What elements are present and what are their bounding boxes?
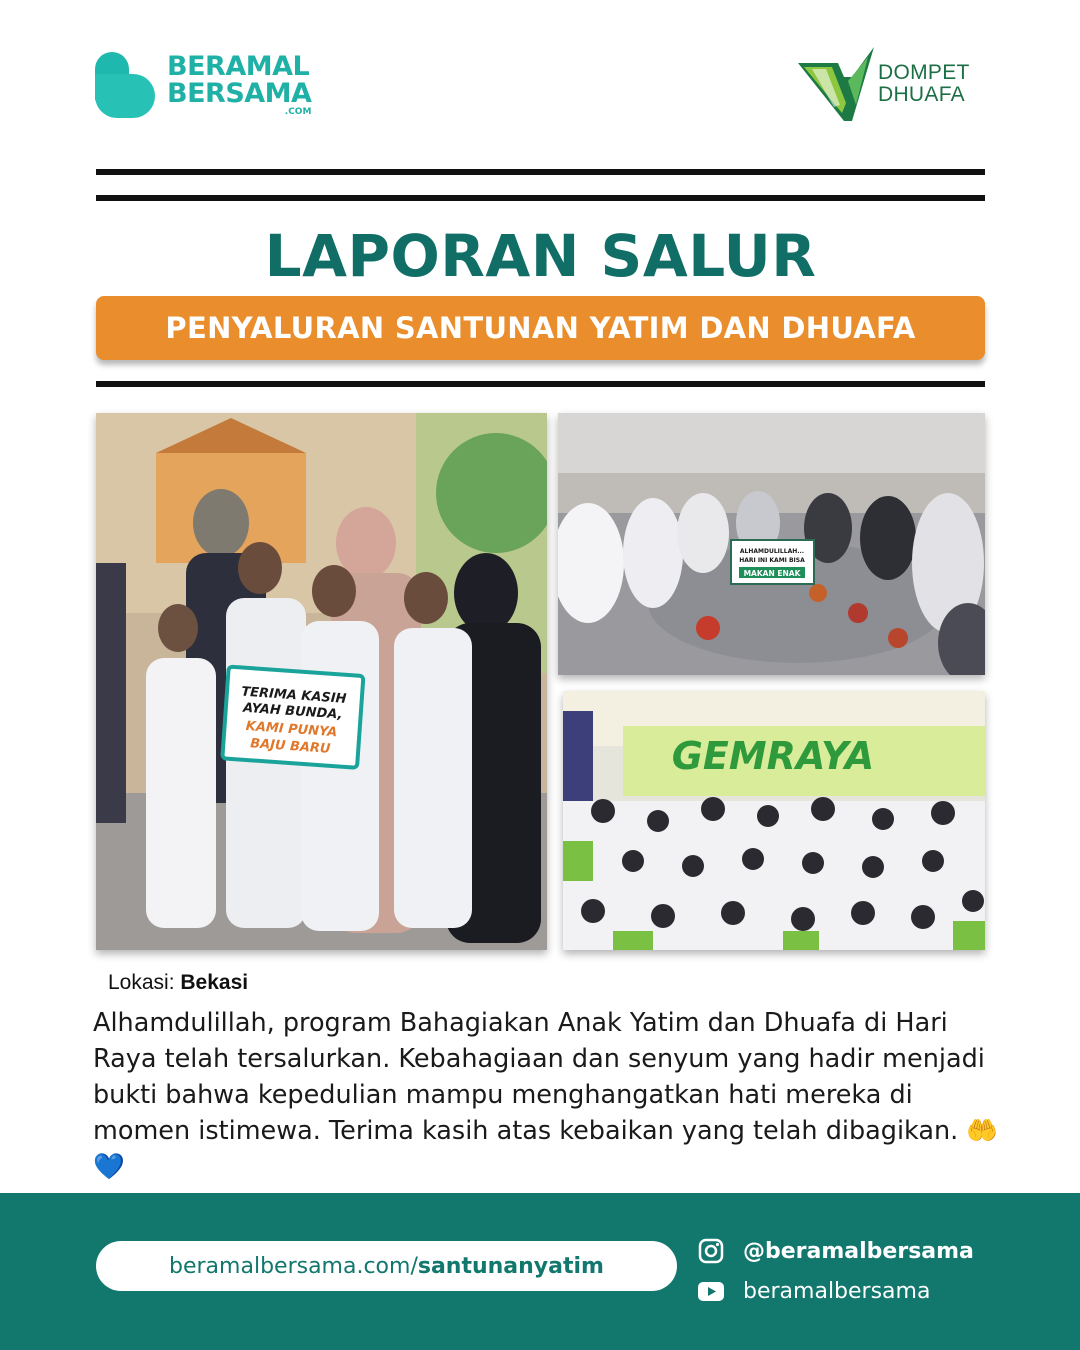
instagram-handle[interactable] <box>697 1237 974 1265</box>
url-prefix: beramalbersama.com/ <box>169 1253 418 1279</box>
location-value: Bekasi <box>180 971 249 994</box>
divider-top-2 <box>96 195 985 201</box>
subtitle-text: PENYALURAN SANTUNAN YATIM DAN DHUAFA <box>165 311 916 345</box>
location-label: Lokasi: <box>108 971 175 994</box>
top-sign-line-1: ALHAMDULILLAH... <box>739 548 805 555</box>
top-sign-line-3: MAKAN ENAK <box>743 569 801 578</box>
divider-top-1 <box>96 169 985 175</box>
report-description: Alhamdulillah, program Bahagiakan Anak Yatim dan Dhuafa di Hari Raya telah tersalurkan. Kebahagiaan dan senyum yang hadir menjadi bukti bahwa kepedulian mampu menghangatkan hati mereka di momen istimewa. Terima kasih atas kebaikan yang telah dibagikan. 🤲💙 <box>93 1008 999 1182</box>
brand-line-2: BERSAMA <box>167 78 312 109</box>
left-sign-line-2: AYAH BUNDA, <box>242 700 343 723</box>
gemraya-banner-text: GEMRAYA <box>671 734 875 778</box>
photo-gemraya-group <box>563 691 985 950</box>
youtube-icon <box>697 1277 725 1305</box>
instagram-icon <box>697 1237 725 1265</box>
location <box>108 971 248 995</box>
divider-bottom <box>96 381 985 387</box>
left-sign-line-1: TERIMA KASIH <box>240 684 347 707</box>
youtube-text: beramalbersama <box>743 1278 931 1304</box>
dompet-dhuafa-logo <box>798 46 998 122</box>
page-title: LAPORAN SALUR <box>264 222 817 290</box>
donation-url-link[interactable] <box>96 1241 677 1291</box>
youtube-channel[interactable] <box>697 1277 930 1305</box>
beramal-bersama-wordmark <box>167 53 311 117</box>
heart-logo-icon <box>95 52 157 118</box>
dd-line-1: DOMPET <box>878 60 970 84</box>
left-sign-line-4: BAJU BARU <box>249 736 331 757</box>
left-sign-line-3: KAMI PUNYA <box>245 718 338 741</box>
subtitle-banner <box>96 296 985 360</box>
top-sign-line-2: HARI INI KAMI BISA <box>739 557 805 564</box>
beramal-bersama-logo <box>95 50 315 120</box>
brand-line-1: BERAMAL <box>167 51 310 82</box>
url-path: santunanyatim <box>417 1253 604 1279</box>
photo-children-with-sign <box>96 413 547 950</box>
instagram-text: @beramalbersama <box>743 1238 974 1264</box>
footer <box>0 1193 1080 1350</box>
dompet-dhuafa-logo-icon <box>798 47 876 121</box>
dompet-dhuafa-wordmark <box>878 62 970 106</box>
dd-line-2: DHUAFA <box>878 83 965 106</box>
photo-children-eating <box>558 413 985 675</box>
brand-line-3: .COM <box>284 107 312 117</box>
